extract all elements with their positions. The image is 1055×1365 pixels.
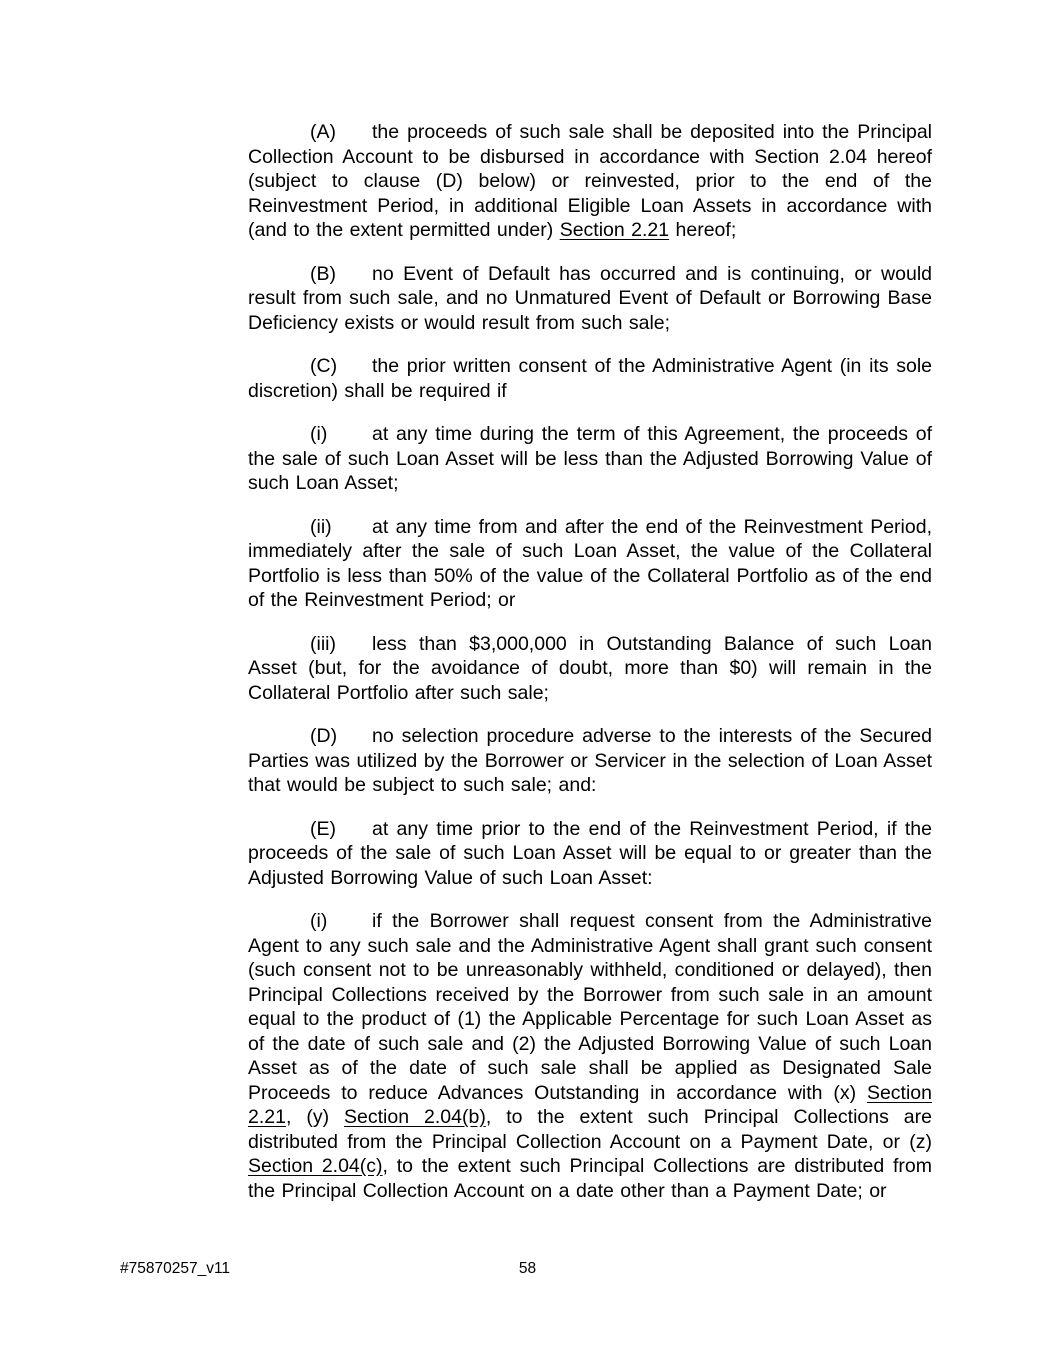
paragraph-B: [248, 262, 932, 336]
paragraph-text: no selection procedure adverse to the interests of the Secured Parties was utilized by the Borrower or Servicer in the selection of Loan Asset that would be subject to such sale; and:: [248, 725, 932, 796]
paragraph-label: (i): [310, 423, 328, 445]
paragraph-text: , (y): [285, 1106, 345, 1128]
paragraph-label: (A): [310, 121, 336, 143]
paragraph-iii: [248, 632, 932, 706]
section-reference: Section 2.04(b): [344, 1106, 486, 1128]
paragraph-text: at any time from and after the end of the Reinvestment Period, immediately after the sale of such Loan Asset, the value of the Collateral Portfolio is less than 50% of the value of the Collateral Portfolio as of the end of the Reinvestment Period; or: [248, 515, 932, 611]
paragraph-text: less than $3,000,000 in Outstanding Balance of such Loan Asset (but, for the avoidance of doubt, more than $0) will remain in the Collateral Portfolio after such sale;: [248, 632, 932, 704]
paragraph-label: (C): [310, 355, 338, 377]
paragraph-D: [248, 724, 932, 798]
section-reference: Section 2.04(c): [248, 1155, 383, 1177]
document-body: [248, 120, 932, 1222]
paragraph-label: (ii): [310, 515, 332, 538]
section-reference: Section 2.21: [559, 219, 670, 241]
paragraph-text: , to the extent such Principal Collections are distributed from the Principal Collection Account on a date other than a Payment Date; or: [248, 1155, 933, 1202]
paragraph-E: [248, 817, 932, 891]
paragraph-text: , to the extent such Principal Collections are distributed from the Principal Collection Account on a Payment Date, or (z): [248, 1106, 932, 1153]
document-id: #75870257_v11: [120, 1260, 231, 1277]
page-footer: [0, 1259, 1055, 1283]
paragraph-label: (i): [310, 910, 328, 932]
paragraph-label: (B): [310, 262, 336, 285]
paragraph-text: hereof;: [669, 219, 737, 241]
paragraph-ii: [248, 515, 932, 613]
paragraph-label: (E): [310, 817, 336, 840]
section-reference: Section 2.21: [248, 1081, 932, 1128]
paragraph-text: if the Borrower shall request consent from the Administrative Agent to any such sale and the Administrative Agent shall grant such consent (such consent not to be unreasonably withheld, conditioned or delayed), then Principal Collections received by the Borrower from such sale in an amount equal to the product of (1) the Applicable Percentage for such Loan Asset as of the date of such sale and (2) the Adjusted Borrowing Value of such Loan Asset as of the date of such sale shall be applied as Designated Sale Proceeds to reduce Advances Outstanding in accordance with (x): [248, 910, 932, 1104]
paragraph-text: no Event of Default has occurred and is continuing, or would result from such sale, and no Unmatured Event of Default or Borrowing Base Deficiency exists or would result from such sale;: [248, 262, 932, 334]
paragraph-label: (iii): [310, 632, 336, 655]
paragraph-text: at any time prior to the end of the Reinvestment Period, if the proceeds of the sale of such Loan Asset will be equal to or greater than the Adjusted Borrowing Value of such Loan Asset:: [248, 817, 932, 889]
paragraph-text: at any time during the term of this Agreement, the proceeds of the sale of such Loan Asset will be less than the Adjusted Borrowing Value of such Loan Asset;: [248, 423, 932, 494]
paragraph-text: the prior written consent of the Administrative Agent (in its sole discretion) shall be required if: [248, 355, 932, 402]
paragraph-label: (D): [310, 725, 338, 747]
paragraph-i: [248, 422, 932, 496]
page-number: 58: [518, 1260, 537, 1277]
paragraph-text: the proceeds of such sale shall be deposited into the Principal Collection Account to be disbursed in accordance with Section 2.04 hereof (subject to clause (D) below) or reinvested, prior to the end of the Reinvestment Period, in additional Eligible Loan Assets in accordance with (and to the extent permitted under): [248, 121, 932, 241]
paragraph-i: [248, 909, 932, 1203]
paragraph-C: [248, 354, 932, 403]
paragraph-A: [248, 120, 932, 243]
